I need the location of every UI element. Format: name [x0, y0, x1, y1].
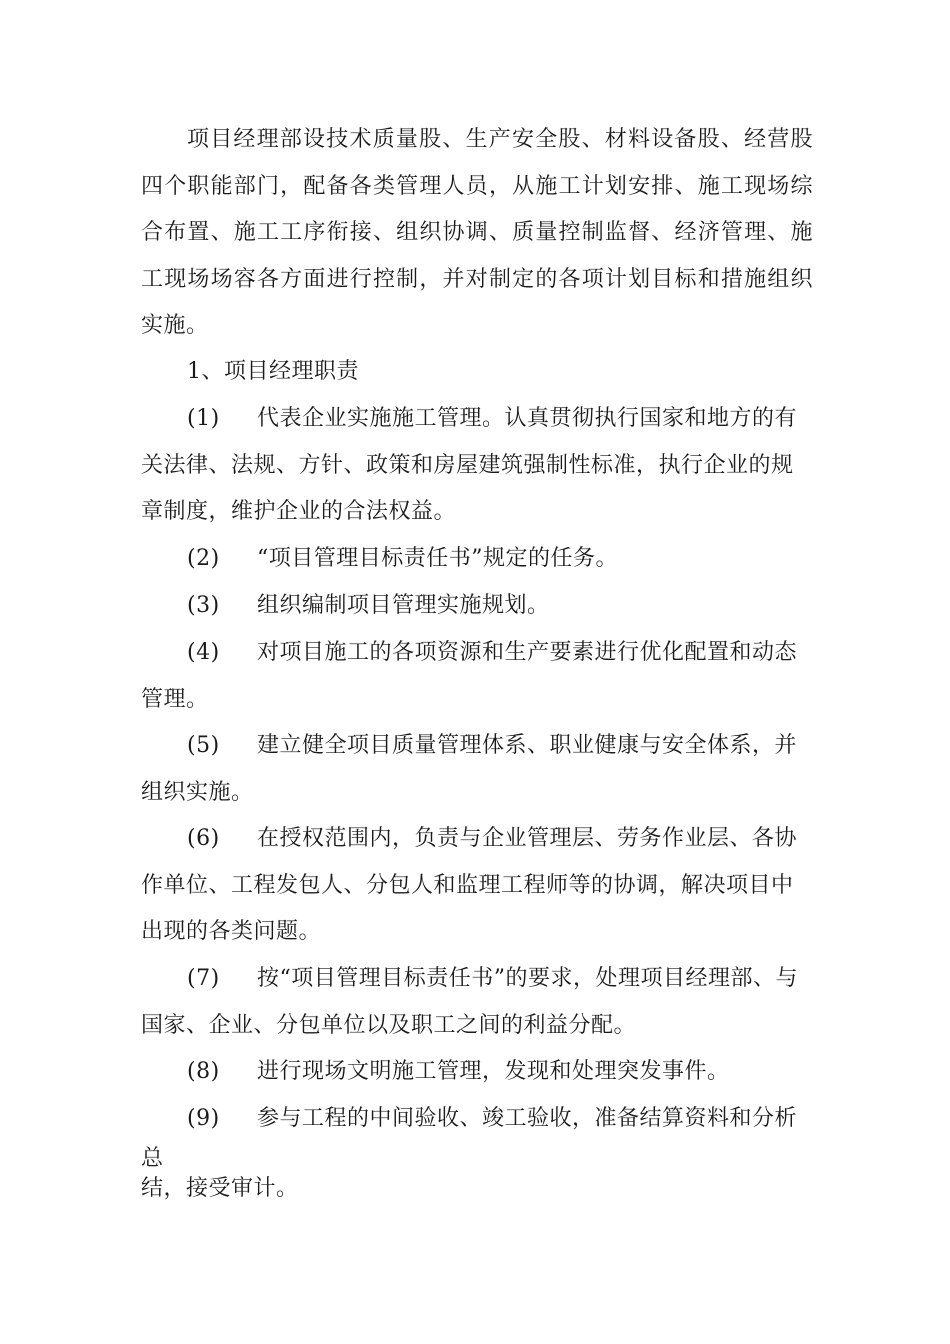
list-item [141, 956, 813, 1049]
item-text: 按“项目管理目标责任书”的要求，处理项目经理部、与国家、企业、分包单位以及职工之间的利益分配。 [141, 966, 798, 1038]
list-item [141, 723, 813, 816]
list-item [141, 536, 813, 583]
item-number: (5) [187, 733, 220, 758]
item-text: 对项目施工的各项资源和生产要素进行优化配置和动态管理。 [141, 640, 798, 712]
list-item [141, 583, 813, 630]
list-item [141, 1096, 813, 1143]
item-text: 在授权范围内，负责与企业管理层、劳务作业层、各协作单位、工程发包人、分包人和监理工程师等的协调，解决项目中出现的各类问题。 [141, 826, 798, 944]
list-item [141, 1049, 813, 1096]
list-item [141, 396, 813, 536]
list-item [141, 630, 813, 723]
item-number: (9) [187, 1106, 220, 1131]
intro-paragraph: 项目经理部设技术质量股、生产安全股、材料设备股、经营股四个职能部门，配备各类管理人员，从施工计划安排、施工现场综合布置、施工工序衔接、组织协调、质量控制监督、经济管理、施工现场场容各方面进行控制，并对制定的各项计划目标和措施组织实施。 [141, 127, 813, 338]
item-text: 组织编制项目管理实施规划。 [257, 593, 550, 618]
item-text: “项目管理目标责任书”规定的任务。 [257, 546, 618, 571]
item-number: (4) [187, 640, 220, 665]
item-number: (1) [187, 406, 220, 431]
item-number: (7) [187, 966, 220, 991]
item-text: 进行现场文明施工管理，发现和处理突发事件。 [257, 1059, 730, 1084]
item-continuation: 结，接受审计。 [141, 1176, 299, 1201]
item-number: (3) [187, 593, 220, 618]
item-text: 参与工程的中间验收、竣工验收，准备结算资料和分析 [257, 1106, 798, 1131]
item-continuation: 总 [141, 1146, 164, 1171]
item-number: (6) [187, 826, 220, 851]
item-text: 建立健全项目质量管理体系、职业健康与安全体系，并组织实施。 [141, 733, 798, 805]
list-item [141, 816, 813, 956]
item-number: (8) [187, 1059, 220, 1084]
item-number: (2) [187, 546, 220, 571]
section-heading: 1、项目经理职责 [187, 359, 359, 384]
item-text: 代表企业实施施工管理。认真贯彻执行国家和地方的有关法律、法规、方针、政策和房屋建筑强制性标准，执行企业的规章制度，维护企业的合法权益。 [141, 406, 798, 524]
